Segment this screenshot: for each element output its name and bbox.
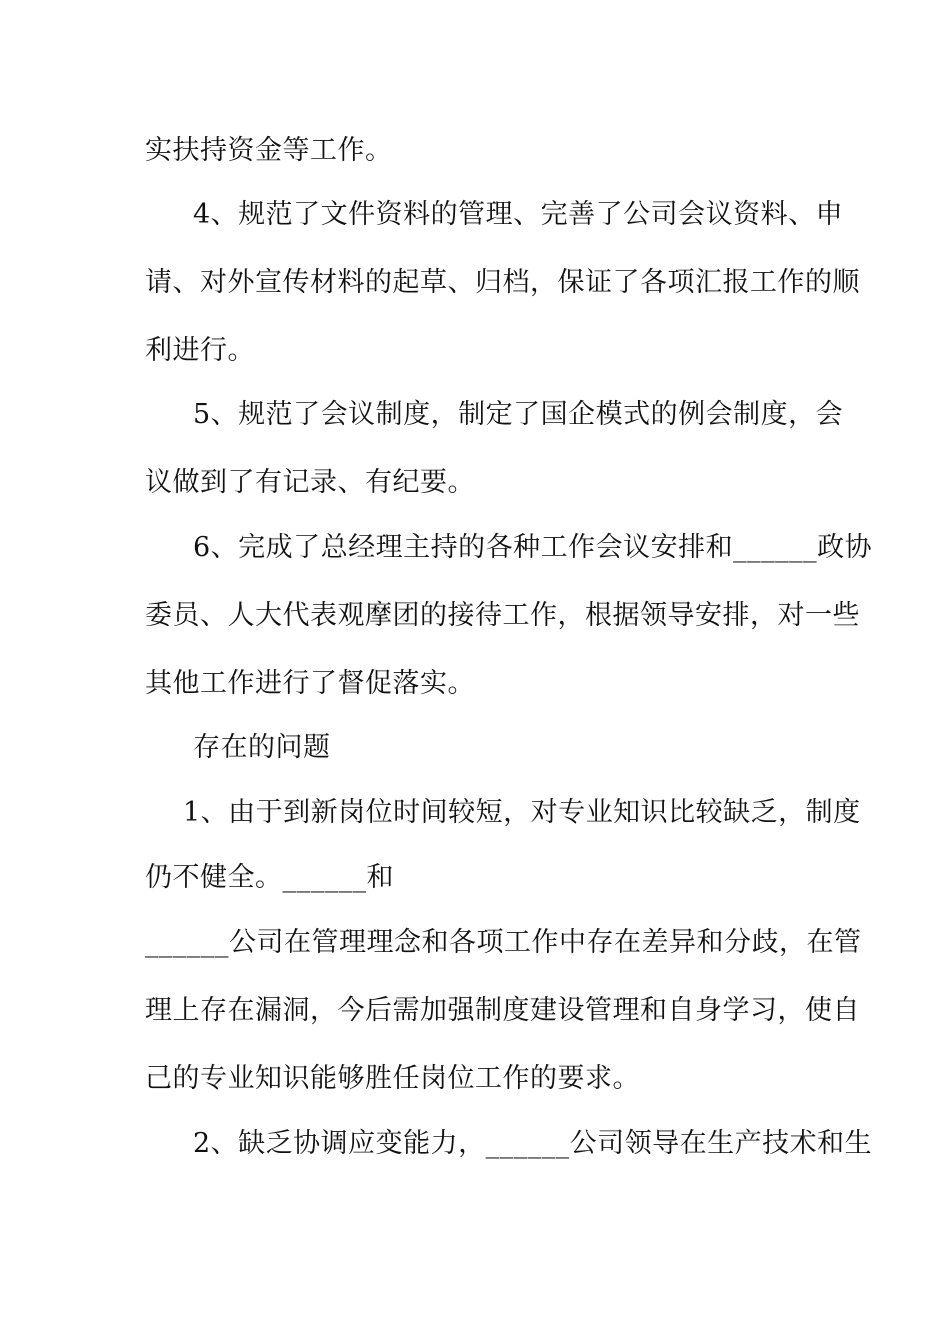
paragraph-line: ______公司在管理理念和各项工作中存在差异和分歧，在管 <box>145 927 862 958</box>
paragraph-line: 5、规范了会议制度，制定了国企模式的例会制度，会 <box>193 399 844 430</box>
paragraph-line: 2、缺乏协调应变能力，______公司领导在生产技术和生 <box>193 1128 873 1159</box>
section-heading: 存在的问题 <box>193 732 331 763</box>
paragraph-line: 实扶持资金等工作。 <box>145 135 393 166</box>
paragraph-line: 议做到了有记录、有纪要。 <box>145 467 475 498</box>
paragraph-line: 1、由于到新岗位时间较短，对专业知识比较缺乏，制度 <box>183 797 861 828</box>
paragraph-line: 理上存在漏洞，今后需加强制度建设管理和自身学习，使自 <box>145 995 860 1026</box>
paragraph-line: 委员、人大代表观摩团的接待工作，根据领导安排，对一些 <box>145 600 860 631</box>
paragraph-line: 仍不健全。______和 <box>145 862 394 893</box>
paragraph-line: 请、对外宣传材料的起草、归档，保证了各项汇报工作的顺 <box>145 267 860 298</box>
paragraph-line: 其他工作进行了督促落实。 <box>145 668 475 699</box>
paragraph-line: 己的专业知识能够胜任岗位工作的要求。 <box>145 1063 640 1094</box>
paragraph-line: 6、完成了总经理主持的各种工作会议安排和______政协 <box>193 532 873 563</box>
paragraph-line: 利进行。 <box>145 335 255 366</box>
paragraph-line: 4、规范了文件资料的管理、完善了公司会议资料、申 <box>193 199 844 230</box>
